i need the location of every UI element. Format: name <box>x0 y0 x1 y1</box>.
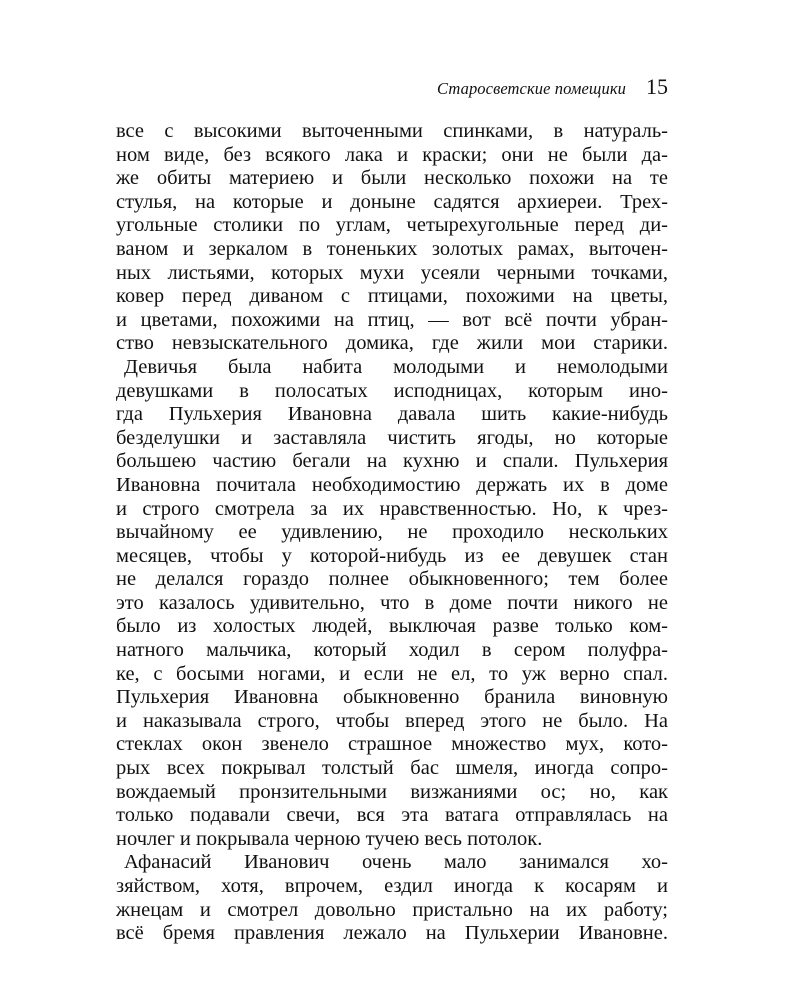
paragraph <box>116 120 668 356</box>
text-line: ке, с босыми ногами, и если не ел, то уж верно спал. <box>116 662 668 685</box>
text-line: зяйством, хотя, впрочем, ездил иногда к косарям и <box>116 875 668 897</box>
text-line: и наказывала строго, чтобы вперед этого не было. На <box>116 709 668 732</box>
text-line: ство невзыскательного домика, где жили мои старики. <box>116 332 668 355</box>
text-line: Пульхерия Ивановна обыкновенно бранила виновную <box>116 686 668 709</box>
text-line: ном виде, без всякого лака и краски; они не были да- <box>116 143 668 166</box>
text-line: стулья, на которые и доныне садятся архиереи. Трех- <box>116 190 668 213</box>
text-line: угольные столики по углам, четырехугольные перед ди- <box>116 214 668 237</box>
paragraph <box>116 356 668 851</box>
text-line: Девичья была набита молодыми и немолодыми <box>124 355 668 378</box>
paragraph <box>116 851 668 945</box>
text-line: безделушки и заставляла чистить ягоды, но которые <box>116 426 668 449</box>
text-line: не делался гораздо полнее обыкновенного; тем более <box>116 568 668 591</box>
text-line: Афанасий Иванович очень мало занимался хо- <box>124 851 668 874</box>
text-line: и строго смотрела за их нравственностью. Но, к чрез- <box>116 497 668 520</box>
text-line: большею частию бегали на кухню и спали. Пульхерия <box>116 450 668 473</box>
text-line: только подавали свечи, вся эта ватага отправлялась на <box>116 804 668 827</box>
text-line: стеклах окон звенело страшное множество мух, кото- <box>116 733 668 756</box>
text-line: месяцев, чтобы у которой-нибудь из ее девушек стан <box>116 544 668 567</box>
text-line: и цветами, похожими на птиц, — вот всё почти убран- <box>116 308 668 331</box>
text-line: ковер перед диваном с птицами, похожими на цветы, <box>116 285 668 308</box>
text-line: все с высокими выточенными спинками, в натураль- <box>116 120 668 142</box>
text-line: же обиты материею и были несколько похожи на те <box>116 167 668 190</box>
body-text <box>116 120 668 946</box>
text-line: натного мальчика, который ходил в сером полуфра- <box>116 639 668 662</box>
text-line: это казалось удивительно, что в доме почти никого не <box>116 591 668 614</box>
text-line: рых всех покрывал толстый бас шмеля, иногда сопро- <box>116 757 668 780</box>
page-number: 15 <box>646 74 668 99</box>
text-line: девушками в полосатых исподницах, которым ино- <box>116 379 668 402</box>
text-line: ночлег и покрывала черною тучею весь потолок. <box>116 827 543 850</box>
text-line: ваном и зеркалом в тоненьких золотых рамах, выточен- <box>116 237 668 260</box>
text-line: вычайному ее удивлению, не проходило нескольких <box>116 521 668 544</box>
running-header-title: Старосветские помещики <box>437 79 626 98</box>
text-line: гда Пульхерия Ивановна давала шить какие-нибудь <box>116 403 668 426</box>
text-line: жнецам и смотрел довольно пристально на их работу; <box>116 898 668 921</box>
text-line: всё бремя правления лежало на Пульхерии Ивановне. <box>116 922 668 945</box>
text-line: ных листьями, которых мухи усеяли черными точками, <box>116 261 668 284</box>
text-line: было из холостых людей, выключая разве только ком- <box>116 615 668 638</box>
running-header <box>437 74 668 100</box>
text-line: Ивановна почитала необходимостию держать их в доме <box>116 473 668 496</box>
text-line: вождаемый пронзительными визжаниями ос; но, как <box>116 780 668 803</box>
